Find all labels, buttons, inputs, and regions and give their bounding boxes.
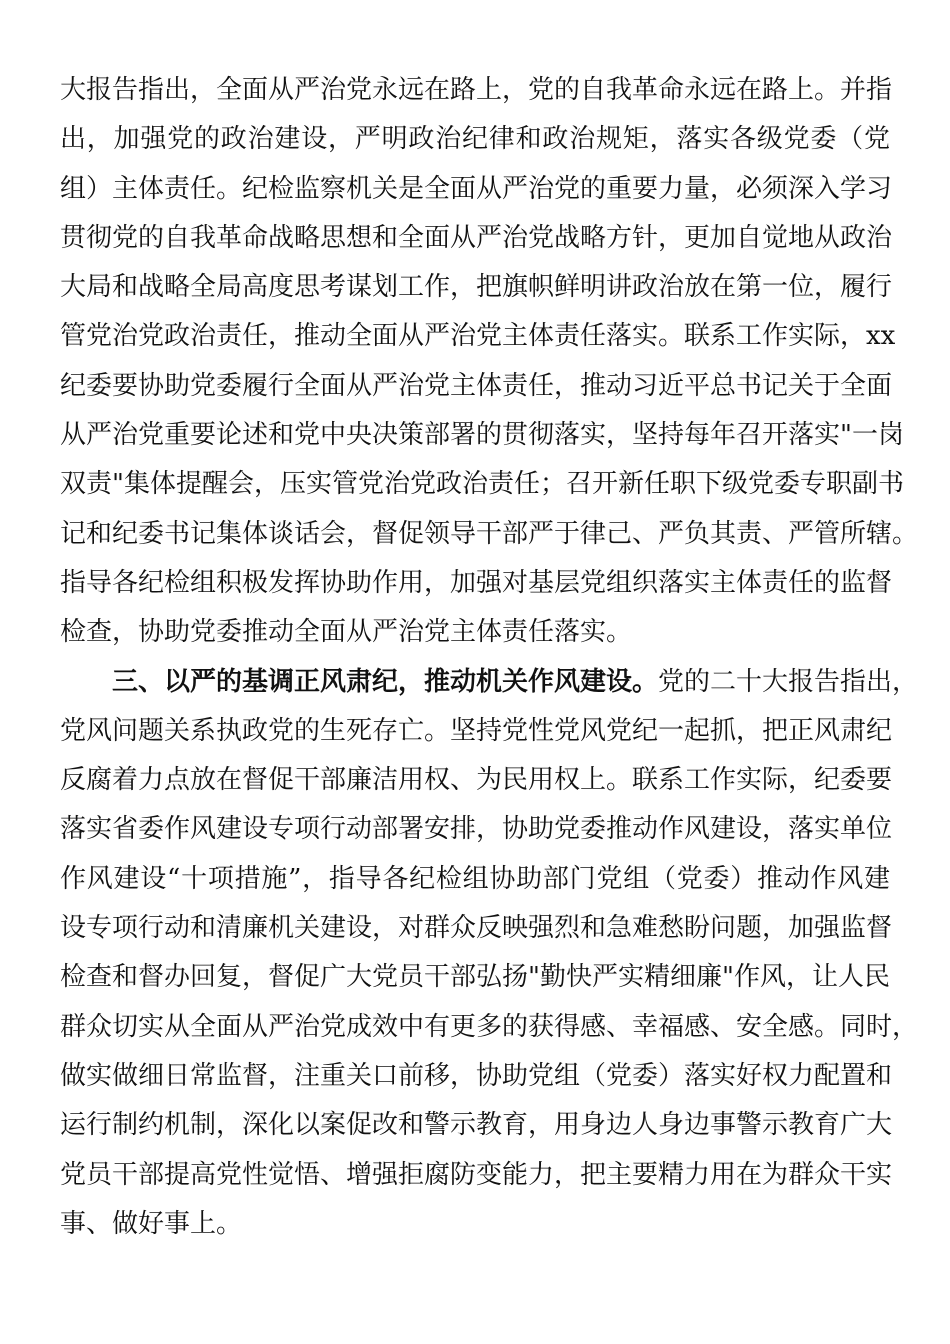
text-line: 大局和战略全局高度思考谋划工作，把旗帜鲜明讲政治放在第一位，履行 [60, 272, 893, 303]
text-line: 纪委要协助党委履行全面从严治党主体责任，推动习近平总书记关于全面 [60, 370, 893, 401]
document-page [60, 66, 919, 1249]
text-line: 从严治党重要论述和党中央决策部署的贯彻落实，坚持每年召开落实"一岗 [60, 420, 904, 451]
text-line: 作风建设“十项措施”，指导各纪检组协助部门党组（党委）推动作风建 [60, 863, 890, 894]
text-line: 党员干部提高党性觉悟、增强拒腐防变能力，把主要精力用在为群众干实 [60, 1159, 893, 1190]
text-line: 记和纪委书记集体谈话会，督促领导干部严于律己、严负其责、严管所辖。 [60, 518, 919, 549]
text-line: 设专项行动和清廉机关建设，对群众反映强烈和急难愁盼问题，加强监督 [60, 913, 893, 944]
text-line: 事、做好事上。 [60, 1208, 243, 1239]
text-line: 反腐着力点放在督促干部廉洁用权、为民用权上。联系工作实际，纪委要 [60, 765, 893, 796]
section-heading: 三、以严的基调正风肃纪，推动机关作风建设。 [112, 666, 659, 697]
paragraph-2 [60, 658, 919, 1250]
text-line: 党风问题关系执政党的生死存亡。坚持党性党风党纪一起抓，把正风肃纪 [60, 715, 893, 746]
text-line: 指导各纪检组积极发挥协助作用，加强对基层党组织落实主体责任的监督 [60, 567, 893, 598]
text-line: 组）主体责任。纪检监察机关是全面从严治党的重要力量，必须深入学习 [60, 173, 893, 204]
text-line: 检查和督办回复，督促广大党员干部弘扬"勤快严实精细廉"作风，让人民 [60, 962, 890, 993]
section-first-line-text: 党的二十大报告指出， [658, 666, 919, 697]
text-line: 大报告指出，全面从严治党永远在路上，党的自我革命永远在路上。并指 [60, 75, 893, 105]
text-line: 管党治党政治责任，推动全面从严治党主体责任落实。联系工作实际，xx [60, 321, 896, 352]
text-line: 做实做细日常监督，注重关口前移，协助党组（党委）落实好权力配置和 [60, 1060, 893, 1091]
text-line: 群众切实从全面从严治党成效中有更多的获得感、幸福感、安全感。同时， [60, 1011, 919, 1042]
section-first-line [60, 658, 919, 707]
text-line: 双责"集体提醒会，压实管党治党政治责任；召开新任职下级党委专职副书 [60, 469, 904, 500]
text-line: 贯彻党的自我革命战略思想和全面从严治党战略方针，更加自觉地从政治 [60, 222, 893, 253]
text-line: 落实省委作风建设专项行动部署安排，协助党委推动作风建设，落实单位 [60, 814, 893, 845]
paragraph-1 [60, 66, 919, 658]
text-line: 出，加强党的政治建设，严明政治纪律和政治规矩，落实各级党委（党 [60, 124, 890, 155]
text-line: 运行制约机制，深化以案促改和警示教育，用身边人身边事警示教育广大 [60, 1110, 893, 1141]
text-line: 检查，协助党委推动全面从严治党主体责任落实。 [60, 617, 633, 648]
